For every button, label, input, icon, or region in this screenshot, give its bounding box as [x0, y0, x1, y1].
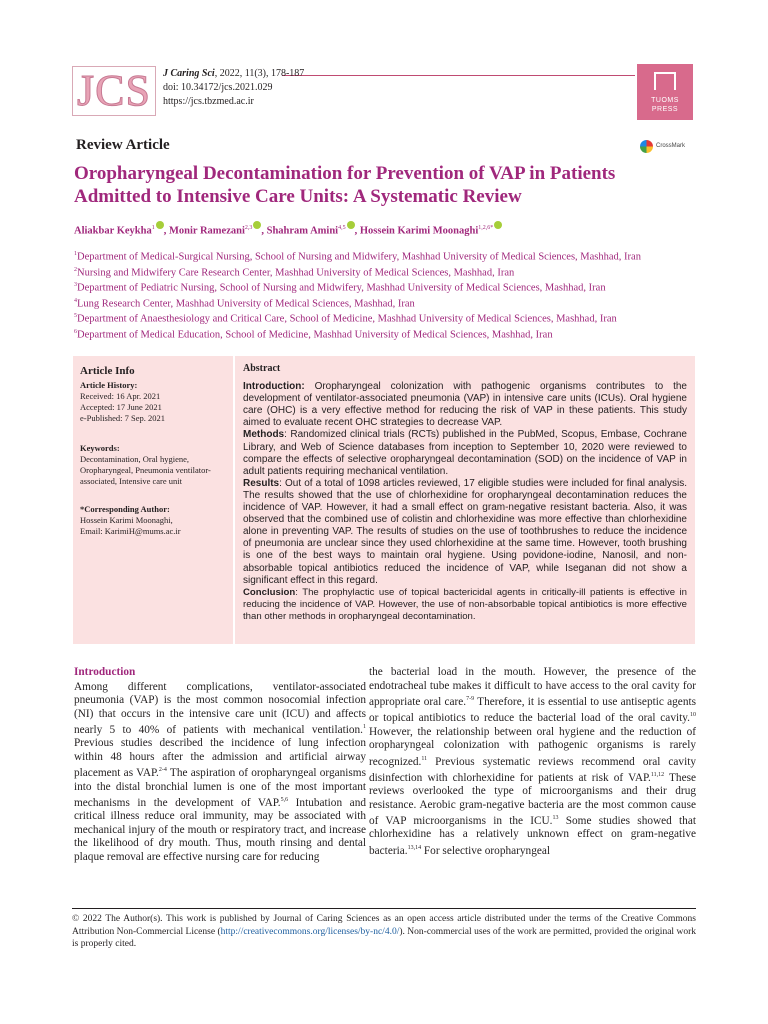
article-info-heading: Article Info [80, 365, 135, 377]
journal-citation-block [163, 67, 304, 109]
footer-divider [72, 908, 696, 909]
orcid-icon[interactable] [347, 221, 355, 229]
orcid-icon[interactable] [253, 221, 261, 229]
corresponding-author-email[interactable]: Email: KarimiH@mums.ac.ir [80, 526, 181, 536]
citation-details: , 2022, 11(3), 178-187 [214, 68, 305, 79]
corresponding-author-label: *Corresponding Author: [80, 504, 170, 514]
keywords: Decontamination, Oral hygiene, Oropharyngeal, Pneumonia ventilator-associated, Intensive care unit [80, 454, 211, 486]
abstract-conclusion: Conclusion: The prophylactic use of topical bactericidal agents in critically-ill patients is effective in reducing the incidence of VAP. However, the use of non-absorbable topical antibiotics is more effective than other methods in oropharyngeal decontamination. [243, 586, 687, 622]
body-paragraph: the bacterial load in the mouth. However, the presence of the endotracheal tube makes it difficult to have access to the oral cavity for appropriate oral care.$^{7-9}$ Therefore, it is essential to use antiseptic agents or topical antibiotics to reduce the bacterial load of the oral cavity.$^{10}$ However, the relationship between oral hygiene and the reduction of oropharyngeal colonization with pathogenic organisms is rarely recognized.$^{11}$ Previous systematic reviews recommend oral cavity disinfection with chlorhexidine for patients at risk of VAP.$^{11,12}$ These reviews overlooked the type of microorganisms and their drug resistance. Aerobic gram-negative bacteria are the most common cause of VAP microorganisms in the ICU.$^{13}$ Some studies showed that chlorhexidine has a relatively unknown effect on gram-negative bacteria.$^{13,14}$ For selective oropharyngeal [369, 666, 697, 857]
affiliation-item: $^1$Department of Medical-Surgical Nursing, School of Nursing and Midwifery, Mashhad University of Medical Sciences, Mashhad, Iran [74, 251, 641, 263]
article-type: Review Article [76, 137, 170, 153]
received-date: Received: 16 Apr. 2021 [80, 391, 161, 401]
body-column-right [369, 666, 696, 858]
doi[interactable]: doi: 10.34172/jcs.2021.029 [163, 82, 273, 93]
journal-logo [72, 66, 156, 116]
keywords-label: Keywords: [80, 443, 120, 453]
accepted-date: Accepted: 17 June 2021 [80, 402, 162, 412]
journal-name: J Caring Sci [163, 68, 215, 79]
affiliation-item: $^5$Department of Anaesthesiology and Critical Care, School of Medicine, Mashhad University of Medical Sciences, Mashhad, Iran [74, 313, 617, 325]
author-name[interactable]: Aliakbar Keykha [74, 225, 152, 237]
license-text: ). Non-commercial uses of the work are permitted, provided the original work is properly cited. [72, 926, 696, 949]
journal-url[interactable]: https://jcs.tbzmed.ac.ir [163, 96, 254, 107]
author-affil-sup: 1,2,6* [478, 225, 494, 231]
author-name[interactable]: Monir Ramezani [168, 225, 245, 237]
article-title: Oropharyngeal Decontamination for Prevention of VAP in Patients Admitted to Intensive Care Units: A Systematic Review [74, 163, 616, 207]
orcid-icon[interactable] [494, 221, 502, 229]
crossmark-button[interactable] [640, 138, 696, 154]
affiliation-item: $^3$Department of Pediatric Nursing, School of Nursing and Midwifery, Mashhad University of Medical Sciences, Mashhad, Iran [74, 282, 606, 294]
author-affil-sup: 2,3 [244, 225, 253, 231]
abstract-methods: Methods: Randomized clinical trials (RCTs) published in the PubMed, Scopus, Embase, Cochrane Library, and Web of Science databases from inception to September 10, 2020 were reviewed to compare the effects of selective oropharyngeal decontamination (SOD) on the incidence of VAP in adult patients requiring mechanical ventilation. [243, 429, 687, 477]
author-name[interactable]: Hossein Karimi Moonaghi [359, 225, 479, 237]
introduction-heading: Introduction [74, 666, 136, 678]
author-affil-sup: 1 [151, 225, 155, 231]
crossmark-label: CrossMark [656, 143, 686, 149]
abstract-introduction: Introduction: Oropharyngeal colonization with pathogenic organisms contributes to the development of ventilator-associated pneumonia (VAP) in intensive care units (ICUs). Oral hygiene care (OHC) is a very effective method for reducing the risk of VAP in these patients. This study aimed to evaluate recent OHC strategies to decrease VAP. [243, 381, 687, 429]
affiliation-item: $^2$Nursing and Midwifery Care Research Center, Mashhad University of Medical Sciences, Mashhad, Iran [74, 266, 515, 278]
published-date: e-Published: 7 Sep. 2021 [80, 413, 165, 423]
header-divider [282, 75, 635, 76]
corresponding-author-name: Hossein Karimi Moonaghi, [80, 515, 173, 525]
journal-logo-text: JCS [77, 66, 151, 115]
body-column-left [74, 666, 366, 864]
affiliation-list [74, 248, 695, 341]
license-text: © 2022 The Author(s). This work is published by Journal of Caring Sciences as an open access article distributed under the terms of the Creative Commons Attribution Non-Commercial License ( [72, 914, 696, 937]
affiliation-item: $^6$Department of Medical Education, School of Medicine, Mashhad University of Medical Sciences, Mashhad, Iran [74, 328, 553, 340]
author-name[interactable]: Shahram Amini [266, 225, 339, 237]
affiliation-item: $^4$Lung Research Center, Mashhad University of Medical Sciences, Mashhad, Iran [74, 297, 415, 309]
article-info-box [73, 356, 233, 644]
publisher-logo-line1: TUOMS [651, 97, 679, 104]
abstract-heading: Abstract [243, 363, 281, 374]
publisher-logo-line2: PRESS [651, 106, 679, 113]
orcid-icon[interactable] [156, 221, 164, 229]
license-footer [72, 913, 696, 951]
publisher-logo [637, 64, 693, 120]
license-link[interactable]: http://creativecommons.org/licenses/by-nc/4.0/ [220, 926, 400, 937]
publisher-logo-icon [654, 72, 676, 90]
crossmark-icon [640, 140, 653, 153]
author-affil-sup: 4,5 [338, 225, 346, 231]
abstract-results: Results: Out of a total of 1098 articles reviewed, 17 eligible studies were included for final analysis. The results showed that the use of chlorhexidine for oropharyngeal decontamination reduces the incidence of VAP. However, it had a small effect on gram-negative resistant bacteria. Also, it was observed that the combined use of colistin and chlorhexidine was more effective than chlorhexidine alone in preventing VAP. The results of studies on the use of toothbrushes to reduce the incidence of pneumonia are unclear since they used chlorhexidine at the same time. However, tooth brushing is one of the best ways to maintain oral hygiene. Using povidone-iodine, Nanosil, and non-absorbable topical antibiotics reduced the incidence of VAP, while Iseganan did not show a significant effect in this regard. [243, 477, 687, 586]
history-label: Article History: [80, 380, 138, 390]
abstract-box [235, 356, 695, 644]
author-list: Aliakbar Keykha$^1$ , Monir Ramezani$^{2,3}$ , Shahram Amini$^{4,5}$ , Hossein Karimi Moonaghi$^{1,2,6*}$ [74, 221, 502, 237]
body-paragraph: Among different complications, ventilator-associated pneumonia (VAP) is the most common nosocomial infection (NI) that occurs in the intensive care unit (ICU) and affects nearly 5 to 40% of patients with mechanical ventilation.$^1$ Previous studies described the incidence of lung infection within 48 hours after the admission and artificial airway placement as VAP.$^{2-4}$ The aspiration of oropharyngeal organisms into the distal bronchial lumen is one of the most important mechanisms in the development of VAP.$^{5,6}$ Intubation and critical illness reduce oral immunity, may be associated with mechanical injury of the mouth or respiratory tract, and increase the likelihood of dry mouth. Thus, mouth rinsing and dental plaque removal are effective nursing care for reducing [74, 680, 366, 863]
